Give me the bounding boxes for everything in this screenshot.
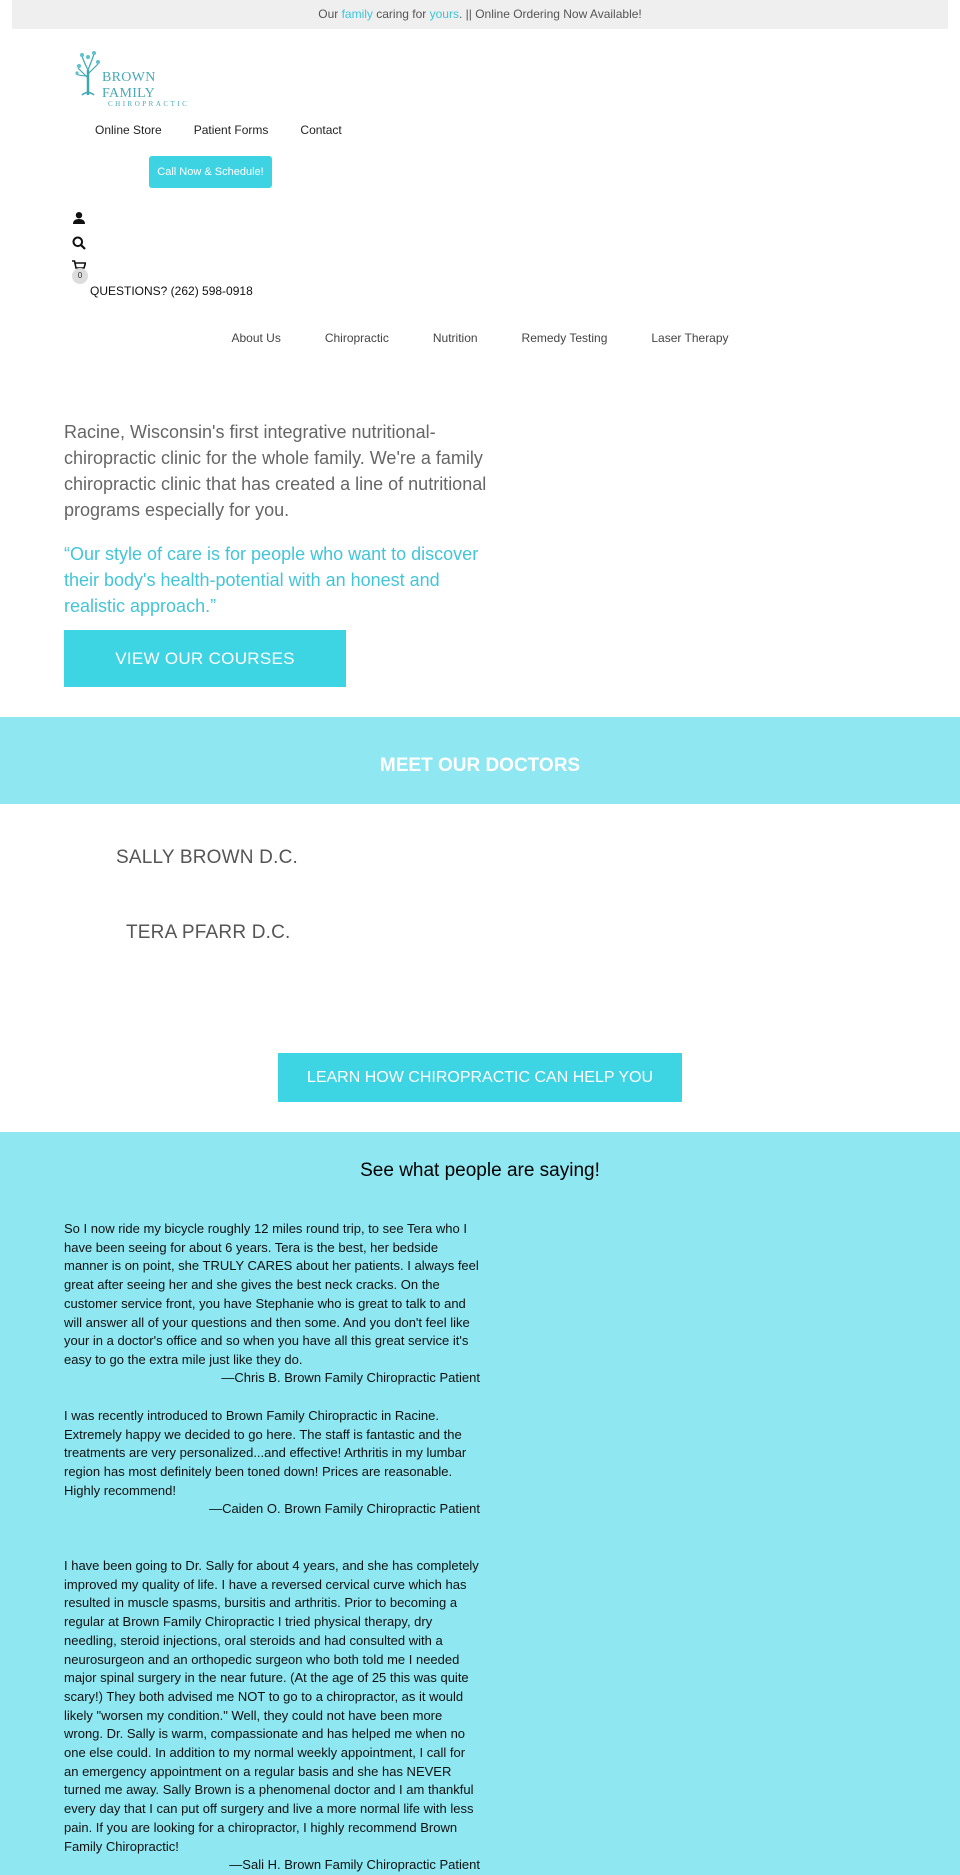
nav-patient-forms[interactable]: Patient Forms [193, 123, 269, 137]
testimonial-text-3: I have been going to Dr. Sally for about 4 years, and she has completely improved my quality of life. I have a reversed cervical curve which has resulted in muscle spasms, bursitis and arthritis. Prior to becoming a regular at Brown Family Chiropractic I tried physical therapy, dry needling, steroid injections, oral steroids and had consulted with a neurosurgeon and an orthopedic surgeon who both told me I needed major spinal surgery in the near future. (At the age of 25 this was quite scary!) They both advised me NOT to go to a chiropractor, as it would likely "worsen my condition." Well, they could not have been more wrong. Dr. Sally is warm, compassionate and has helped me when no one else could. In addition to my normal weekly appointment, I call for an emergency appointment on a regular basis and she has NEVER turned me away. Sally Brown is a phenomenal doctor and I am thankful every day that I can put off surgery and live a more normal life with less pain. If you are looking for a chiropractor, I highly recommend Brown Family Chiropractic! [64, 1558, 479, 1854]
testimonial-text-2: I was recently introduced to Brown Family Chiropractic in Racine. Extremely happy we decided to go here. The staff is fantastic and the treatments are very personalized...and effective! Arthritis in my lumbar region has most definitely been toned down! Prices are reasonable. Highly recommend! [64, 1408, 467, 1498]
main-nav [0, 331, 960, 345]
announcement-word-family: family [341, 7, 373, 21]
search-icon[interactable] [70, 234, 88, 252]
top-nav [95, 123, 342, 137]
doctor-sally-brown[interactable]: SALLY BROWN D.C. [116, 847, 298, 868]
logo-line-1: BROWN FAMILY [102, 70, 156, 101]
doctors-title: MEET OUR DOCTORS [379, 755, 581, 776]
doctor-tera-pfarr[interactable]: TERA PFARR D.C. [126, 922, 291, 943]
phone-questions[interactable]: QUESTIONS? (262) 598-0918 [90, 284, 253, 298]
call-now-button[interactable]: Call Now & Schedule! [149, 156, 272, 188]
nav-contact[interactable]: Contact [300, 123, 342, 137]
announcement-text-1: Our [318, 7, 342, 21]
testimonial-text-1: So I now ride my bicycle roughly 12 miles round trip, to see Tera who I have been seeing for about 6 years. Tera is the best, her bedside manner is on point, she TRULY CARES about her patients. I always feel great after seeing her and she gives the best neck cracks. On the customer service front, you have Stephanie who is great to talk to and will answer all of your questions and then some. And you don't feel like your in a doctor's office and so when you have all this great service it's easy to go the extra mile just like they do. [64, 1221, 479, 1367]
view-courses-button[interactable]: VIEW OUR COURSES [64, 630, 346, 687]
cart-count-badge: 0 [72, 268, 88, 284]
nav-laser-therapy[interactable]: Laser Therapy [651, 331, 729, 345]
logo-wordmark [102, 70, 194, 108]
user-icon[interactable] [70, 209, 88, 227]
learn-chiropractic-button[interactable]: LEARN HOW CHIROPRACTIC CAN HELP YOU [278, 1053, 682, 1102]
announcement-text-3: . || Online Ordering Now Available! [458, 7, 642, 21]
hero-quote: “Our style of care is for people who want to discover their body's health-potential with an honest and realistic approach.” [64, 544, 479, 616]
nav-remedy-testing[interactable]: Remedy Testing [521, 331, 608, 345]
hero-intro: Racine, Wisconsin's first integrative nutritional-chiropractic clinic for the whole family. We're a family chiropractic clinic that has created a line of nutritional programs especially for you. [64, 422, 487, 520]
nav-nutrition[interactable]: Nutrition [432, 331, 478, 345]
announcement-text-2: caring for [372, 7, 430, 21]
tree-logo-icon [74, 48, 102, 96]
nav-chiropractic[interactable]: Chiropractic [324, 331, 389, 345]
testimonials-title: See what people are saying! [360, 1160, 600, 1181]
announcement-bar [12, 0, 948, 29]
nav-online-store[interactable]: Online Store [95, 123, 162, 137]
announcement-word-yours: yours [429, 7, 459, 21]
logo-line-2: CHIROPRACTIC [108, 100, 190, 108]
testimonial-author-3: —Sali H. Brown Family Chiropractic Patient [229, 1857, 480, 1872]
testimonial-author-2: —Caiden O. Brown Family Chiropractic Patient [209, 1501, 480, 1516]
nav-about-us[interactable]: About Us [231, 331, 281, 345]
testimonial-author-1: —Chris B. Brown Family Chiropractic Patient [221, 1370, 480, 1385]
site-logo[interactable] [74, 48, 194, 108]
